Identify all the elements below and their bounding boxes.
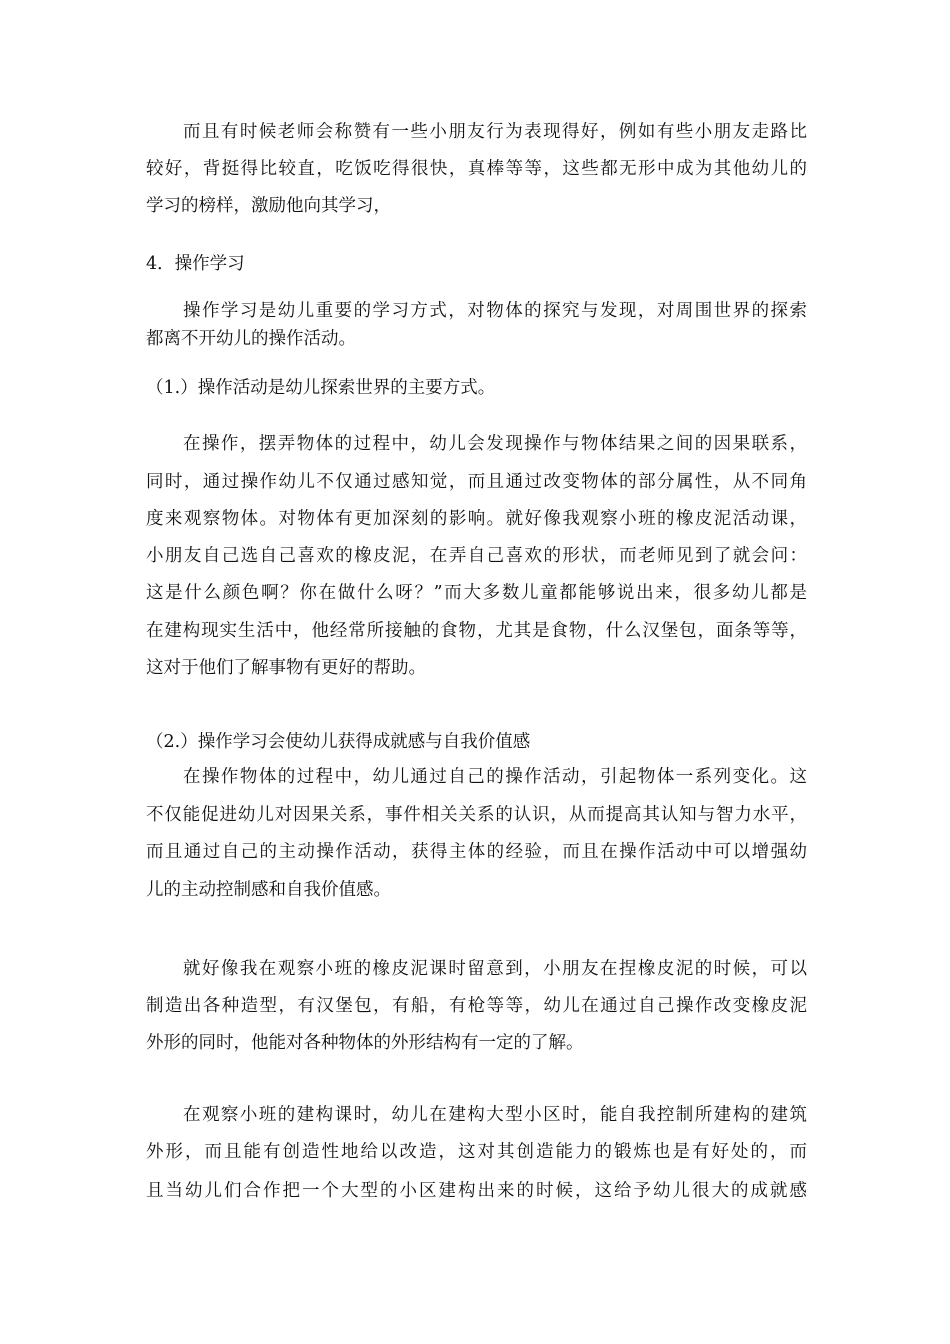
paragraph-6-line-2: 外形，而且能有创造性地给以改造，这对其创造能力的锻炼也是有好处的，而	[146, 1142, 807, 1162]
paragraph-5-line-2: 制造出各种造型，有汉堡包，有船，有枪等等，幼儿在通过自己操作改变橡皮泥	[146, 996, 807, 1016]
paragraph-3-line-1: 在操作，摆弄物体的过程中，幼儿会发现操作与物体结果之间的因果联系，	[183, 434, 807, 454]
paragraph-6-line-3: 且当幼儿们合作把一个大型的小区建构出来的时候，这给予幼儿很大的成就感	[146, 1181, 807, 1201]
section-heading-4: 4．操作学习	[146, 254, 245, 274]
paragraph-1-line-2: 较好，背挺得比较直，吃饭吃得很快，真棒等等，这些都无形中成为其他幼儿的	[146, 159, 807, 179]
paragraph-1-line-3: 学习的榜样，激励他向其学习，	[146, 196, 391, 216]
paragraph-3-line-3: 度来观察物体。对物体有更加深刻的影响。就好像我观察小班的橡皮泥活动课，	[146, 509, 807, 529]
paragraph-3-line-5: 这是什么颜色啊？你在做什么呀？”而大多数儿童都能够说出来，很多幼儿都是	[146, 583, 807, 603]
paragraph-3-line-6: 在建构现实生活中，他经常所接触的食物，尤其是食物，什么汉堡包，面条等等，	[146, 621, 807, 641]
paragraph-4-line-2: 不仅能促进幼儿对因果关系，事件相关关系的认识，从而提高其认知与智力水平，	[146, 805, 807, 825]
paragraph-2-line-2: 都离不开幼儿的操作活动。	[146, 329, 356, 349]
paragraph-3-line-7: 这对于他们了解事物有更好的帮助。	[146, 658, 426, 678]
paragraph-5-line-1: 就好像我在观察小班的橡皮泥课时留意到，小朋友在捏橡皮泥的时候，可以	[183, 959, 807, 979]
subheading-4-1: （1.）操作活动是幼儿探索世界的主要方式。	[146, 378, 496, 398]
paragraph-3-line-2: 同时，通过操作幼儿不仅通过感知觉，而且通过改变物体的部分属性，从不同角	[146, 472, 807, 492]
paragraph-4-line-3: 而且通过自己的主动操作活动，获得主体的经验，而且在操作活动中可以增强幼	[146, 842, 807, 862]
paragraph-6-line-1: 在观察小班的建构课时，幼儿在建构大型小区时，能自我控制所建构的建筑	[183, 1105, 807, 1125]
paragraph-1-line-1: 而且有时候老师会称赞有一些小朋友行为表现得好，例如有些小朋友走路比	[183, 122, 807, 142]
paragraph-4-line-4: 儿的主动控制感和自我价值感。	[146, 880, 391, 900]
paragraph-4-line-1: 在操作物体的过程中，幼儿通过自己的操作活动，引起物体一系列变化。这	[183, 767, 807, 787]
paragraph-2-line-1: 操作学习是幼儿重要的学习方式，对物体的探究与发现，对周围世界的探索	[183, 301, 807, 321]
subheading-4-2: （2.）操作学习会使幼儿获得成就感与自我价值感	[146, 732, 531, 752]
paragraph-5-line-3: 外形的同时，他能对各种物体的外形结构有一定的了解。	[146, 1033, 584, 1053]
paragraph-3-line-4: 小朋友自己选自己喜欢的橡皮泥，在弄自己喜欢的形状，而老师见到了就会问：	[146, 546, 807, 566]
